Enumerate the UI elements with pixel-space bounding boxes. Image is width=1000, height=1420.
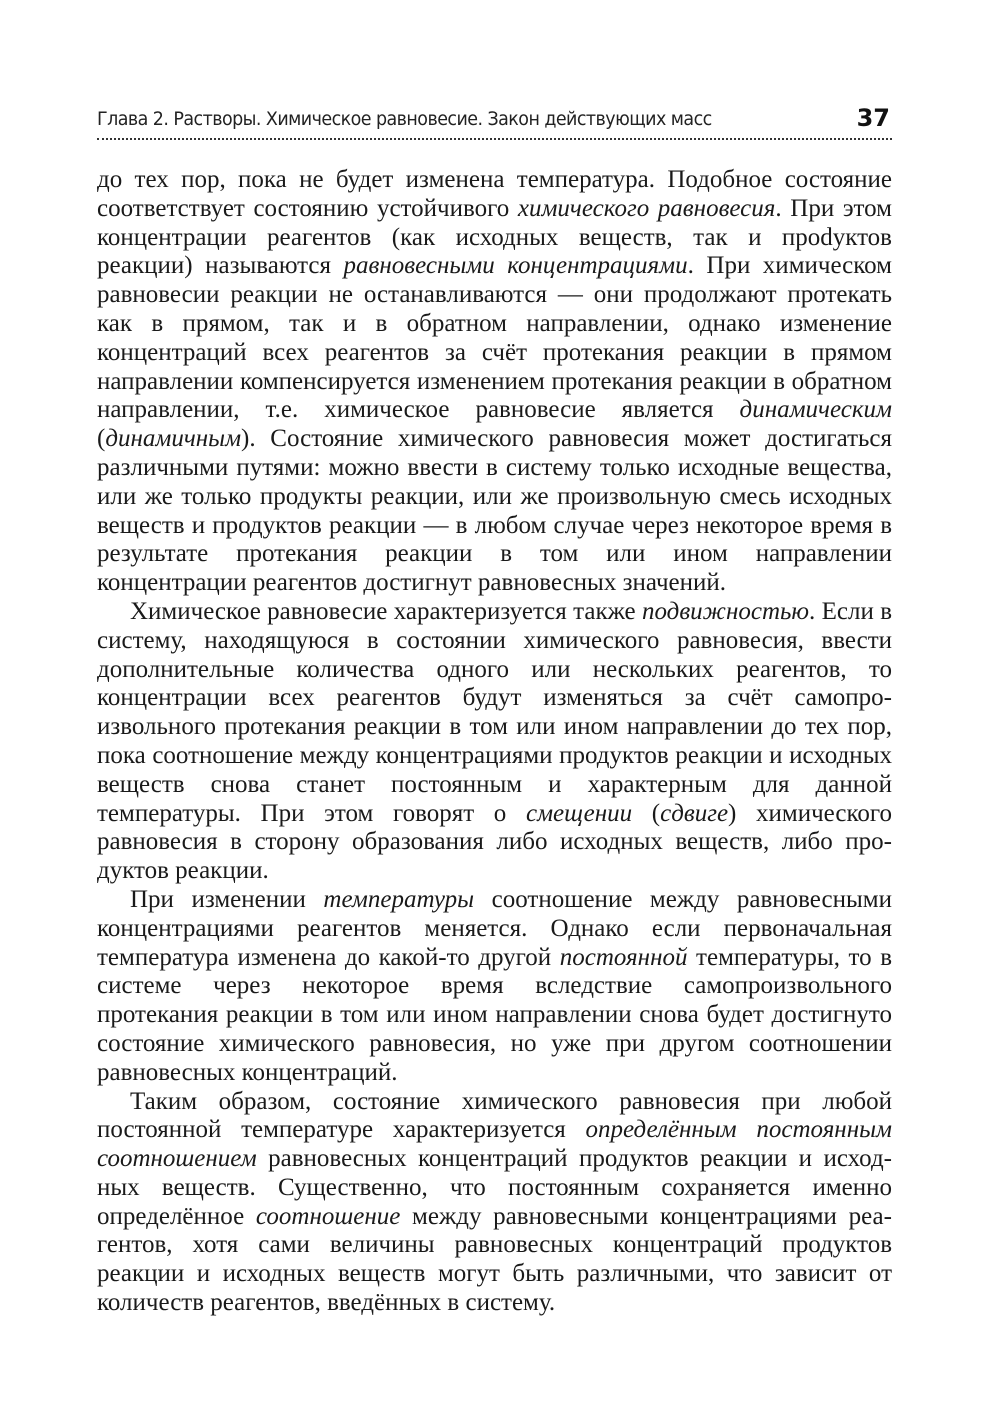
chapter-title: Глава 2. Растворы. Химическое равновесие. Закон действующих масс — [97, 108, 712, 130]
text-run: Химическое равновесие характеризуется также — [130, 597, 643, 625]
text-run: . Если в систему, находящуюся в состоянии химического равновесия, ввести дополнительные количества одного или нескольких реагентов, то концентрации всех реагентов будут изменяться за счёт самопроизвольного протекания реакции в том или ином направлении до тех пор, пока соотношение между концентрациями продуктов реакции и исходных веществ снова станет постоянным и характерным для данной температуры. При этом говорят о — [97, 597, 892, 827]
emphasis-term: динамичным — [105, 425, 242, 453]
text-run: до тех пор, пока не будет изменена температура. Подобное состояние соответствует состоянию устойчивого — [97, 166, 892, 222]
emphasis-term: определённым постоянным соотношением — [97, 1116, 892, 1173]
paragraph-4 — [97, 1088, 892, 1318]
text-run: ( — [97, 425, 106, 453]
paragraph-3 — [97, 886, 892, 1088]
emphasis-term: равновесными концентрациями — [343, 252, 688, 280]
emphasis-term: сдвиге — [660, 799, 729, 827]
document-page — [97, 100, 892, 1318]
text-run: . При химическом равновесии реакции не останавливаются — они продолжают протекать как в прямом, так и в обратном направлении, однако изменение концентраций всех реагентов за счёт протекания реакции в прямом направлении компенсируется изменением протекания реакции в обратном направлении, т.е. химическое равновесие является — [97, 252, 892, 424]
emphasis-term: динамическим — [739, 396, 892, 424]
text-run: При изменении — [130, 885, 324, 913]
text-run: равновесных концентраций продуктов реакции и исходных веществ. Существенно, что постоянным сохраняется именно определённое — [97, 1145, 892, 1230]
text-run: температуры, то в системе через некоторое время вследствие самопроизвольного протекания реакции в том или ином направлении снова будет достигнуто состояние химического равновесия, но уже при другом соотношении равновесных концентраций. — [97, 943, 892, 1086]
text-run: ) химического равновесия в сторону образования либо исходных веществ, либо продуктов реакции. — [97, 799, 892, 885]
text-run: соотношение между равновесными концентрациями реагентов меняется. Однако если первоначальная температура изменена до какой-то другой — [97, 885, 892, 971]
emphasis-term: соотношение — [255, 1202, 401, 1230]
text-run: между равновесными концентрациями реагентов, хотя сами величины равновесных концентраций продуктов реакции и исходных веществ могут быть различными, что зависит от количеств реагентов, введённых в систему. — [97, 1202, 892, 1317]
running-header — [97, 100, 892, 140]
text-run: . При этом концентрации реагентов (как исходных веществ, так и проdуктов реакции) называются — [97, 194, 892, 280]
paragraph-2 — [97, 598, 892, 886]
body-text — [97, 166, 892, 1318]
text-run: Таким образом, состояние химического равновесия при любой постоянной температуре характеризуется — [97, 1087, 892, 1144]
text-run: ). Состояние химического равновесия может достигаться различными путями: можно ввести в систему только исходные вещества, или же только продукты реакции, или же произвольную смесь исходных веществ и продуктов реакции — в любом случае через некоторое время в результате протекания реакции в том или ином направлении концентрации реагентов достигнут равновесных значений. — [97, 425, 892, 597]
emphasis-term: смещении — [525, 799, 633, 827]
emphasis-term: постоянной — [559, 943, 688, 971]
page-number: 37 — [856, 104, 890, 132]
emphasis-term: химического равновесия — [517, 194, 776, 222]
emphasis-term: подвижностью — [642, 597, 809, 625]
text-run: ( — [632, 799, 661, 827]
paragraph-1 — [97, 166, 892, 598]
emphasis-term: температуры — [323, 885, 475, 913]
